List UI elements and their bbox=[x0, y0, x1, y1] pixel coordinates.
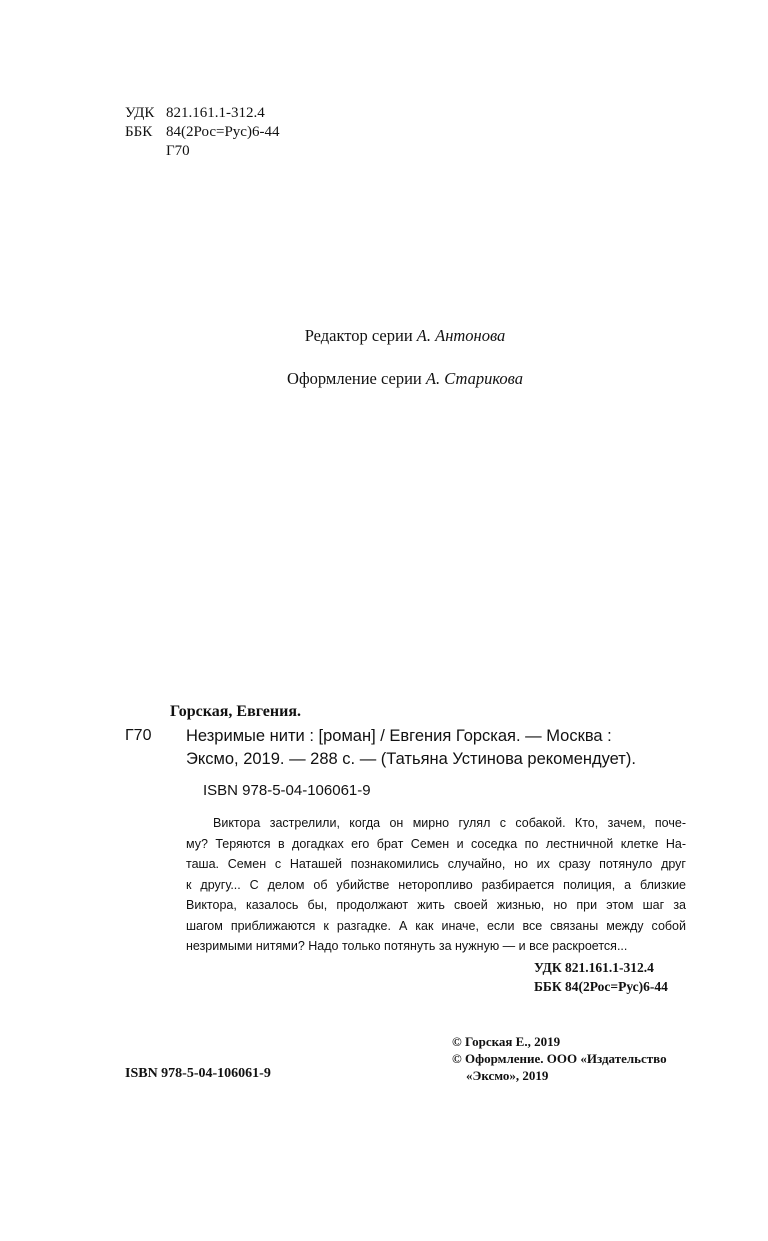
udk-value: 821.161.1-312.4 bbox=[166, 105, 265, 121]
annotation-line: Виктора, казалось бы, продолжают жить своей жизнью, но при этом шаг за bbox=[186, 898, 686, 912]
bbk-code: ББК 84(2Рос=Рус)6-44 bbox=[534, 979, 668, 994]
annotation-line: таша. Семен с Наташей познакомились случайно, но их сразу потянуло друг bbox=[186, 857, 686, 871]
series-design-credit bbox=[0, 369, 768, 389]
bbk-label: ББК bbox=[125, 124, 153, 140]
classification-codes bbox=[534, 958, 668, 996]
author-mark-row bbox=[125, 142, 279, 161]
annotation bbox=[186, 813, 686, 957]
bib-author: Горская, Евгения. bbox=[170, 703, 301, 720]
bib-line-2: Эксмо, 2019. — 288 с. — (Татьяна Устинова рекомендует). bbox=[186, 750, 636, 768]
annotation-line: му? Теряются в догадках его брат Семен и соседка по лестничной клетке На- bbox=[186, 836, 686, 851]
editor-role: Редактор серии bbox=[304, 326, 413, 345]
annotation-line: незримыми нитями? Надо только потянуть за нужную — и все раскроется... bbox=[186, 939, 628, 953]
annotation-line: Виктора застрелили, когда он мирно гулял с собакой. Кто, зачем, поче- bbox=[213, 816, 686, 830]
copyright-block bbox=[452, 1033, 667, 1084]
copyright-publisher: «Эксмо», 2019 bbox=[466, 1068, 549, 1083]
design-role: Оформление серии bbox=[287, 369, 422, 388]
copyright-author: © Горская Е., 2019 bbox=[452, 1034, 561, 1049]
annotation-line: к другу... С делом об убийстве неторопливо разбирается полиция, а близкие bbox=[186, 877, 686, 892]
udk-label: УДК bbox=[125, 105, 155, 121]
udk-code: УДК 821.161.1-312.4 bbox=[534, 960, 654, 975]
author-mark: Г70 bbox=[166, 143, 190, 159]
annotation-line: шагом приближаются к разгадке. А как иначе, если все связаны между собой bbox=[186, 918, 686, 933]
bib-call-mark: Г70 bbox=[125, 727, 152, 744]
isbn-bottom: ISBN 978-5-04-106061-9 bbox=[125, 1066, 271, 1081]
bib-isbn: ISBN 978-5-04-106061-9 bbox=[203, 782, 371, 799]
bib-record bbox=[186, 725, 636, 771]
series-editor-credit bbox=[0, 326, 768, 346]
udk-row bbox=[125, 104, 279, 123]
bbk-value: 84(2Рос=Рус)6-44 bbox=[166, 124, 280, 140]
classification-block bbox=[125, 104, 279, 161]
bbk-row bbox=[125, 123, 279, 142]
bib-line-1: Незримые нити : [роман] / Евгения Горская. — Москва : bbox=[186, 727, 612, 745]
design-name: А. Старикова bbox=[425, 369, 523, 388]
editor-name: А. Антонова bbox=[416, 326, 506, 345]
copyright-design: © Оформление. ООО «Издательство bbox=[452, 1051, 667, 1066]
